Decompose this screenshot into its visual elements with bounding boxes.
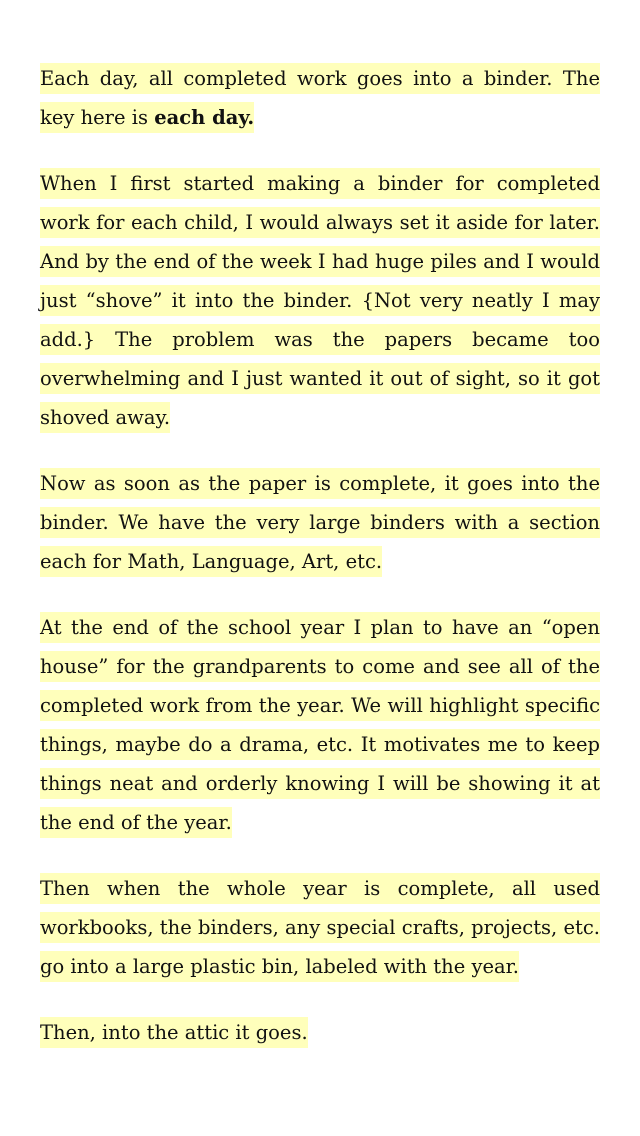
highlight-3[interactable]: Now as soon as the paper is complete, it goes into the binder. We have the very large binders with a section each for Math, Language, Art, etc.	[40, 468, 600, 577]
highlight-4[interactable]: At the end of the school year I plan to have an “open house” for the grandparents to come and see all of the completed work from the year. We will highlight specific things, maybe do a drama, etc. It motivates me to keep things neat and orderly knowing I will be showing it at the end of the year.	[40, 612, 600, 838]
paragraph-1-emphasis: each day.	[154, 106, 255, 129]
highlight-6[interactable]: Then, into the attic it goes.	[40, 1017, 308, 1048]
paragraph-2	[40, 164, 600, 437]
paragraph-1-text: Each day, all completed work goes into a binder. The key here is	[40, 67, 600, 129]
reading-pane[interactable]	[40, 59, 600, 1079]
paragraph-4	[40, 608, 600, 842]
highlight-5[interactable]: Then when the whole year is complete, all used workbooks, the binders, any special crafts, projects, etc. go into a large plastic bin, labeled with the year.	[40, 873, 600, 982]
paragraph-3	[40, 464, 600, 581]
paragraph-1	[40, 59, 600, 137]
paragraph-6	[40, 1013, 600, 1052]
highlight-1[interactable]	[40, 63, 600, 133]
highlight-2[interactable]: When I first started making a binder for completed work for each child, I would always set it aside for later. And by the end of the week I had huge piles and I would just “shove” it into the binder. {Not very neatly I may add.} The problem was the papers became too overwhelming and I just wanted it out of sight, so it got shoved away.	[40, 168, 600, 433]
paragraph-5	[40, 869, 600, 986]
